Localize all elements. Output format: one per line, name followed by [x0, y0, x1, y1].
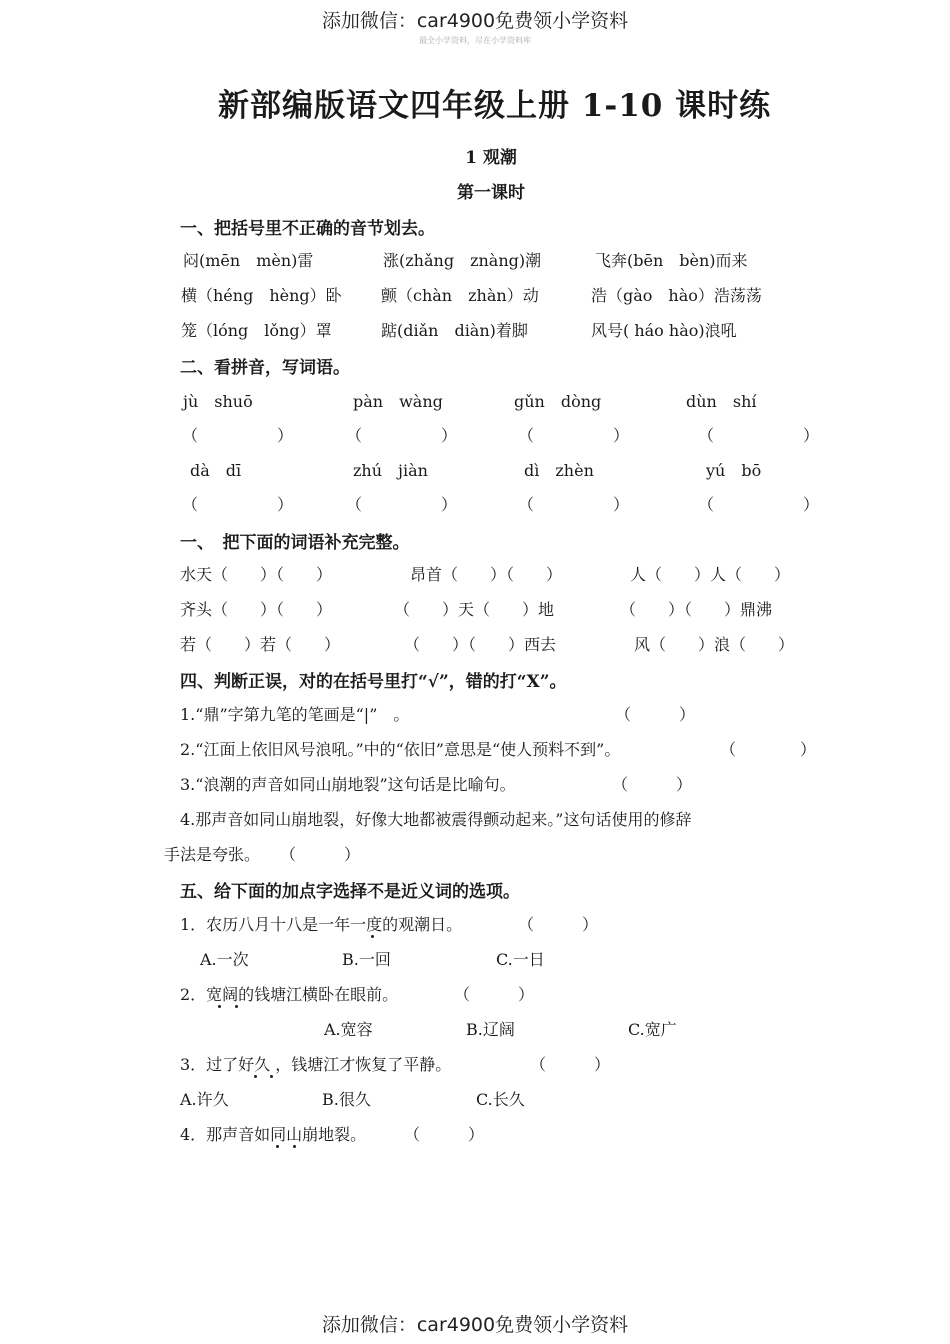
s1-item: 颤（chàn zhàn）动 [381, 286, 539, 305]
option[interactable]: B.一回 [342, 950, 391, 969]
s1-item: 飞奔(bēn bèn)而来 [595, 251, 748, 270]
answer-blank[interactable]: （ ） [182, 495, 297, 514]
choice-question-4: 4．那声音如同山崩地裂。 [180, 1125, 367, 1144]
pinyin: dà dī [190, 461, 242, 480]
pinyin: zhú jiàn [353, 461, 428, 480]
option[interactable]: A.一次 [200, 950, 249, 969]
emphasis-dot [270, 1075, 273, 1078]
s1-item: 风号( háo hào)浪吼 [591, 321, 737, 340]
section3-heading: 一、 把下面的词语补充完整。 [180, 533, 410, 553]
choice-question-3: 3．过了好久 ，钱塘江才恢复了平静。 [180, 1055, 452, 1074]
bottom-watermark-banner: 添加微信：car4900免费领小学资料 [321, 1314, 629, 1336]
judge-question-2: 2.“江面上依旧风号浪吼。”中的“依旧”意思是“使人预料不到”。 [180, 740, 621, 759]
option[interactable]: C.长久 [476, 1090, 525, 1109]
answer-blank[interactable]: （ ） [454, 985, 535, 1004]
option[interactable]: A.许久 [180, 1090, 229, 1109]
answer-blank[interactable]: （ ） [182, 426, 297, 445]
judge-question-3: 3.“浪潮的声音如同山崩地裂”这句话是比喻句。 [180, 775, 516, 794]
s3-item: 风（ ）浪（ ） [634, 635, 795, 654]
pinyin: gǔn dòng [514, 392, 602, 411]
section5-heading: 五、给下面的加点字选择不是近义词的选项。 [180, 882, 520, 902]
top-watermark-banner: 添加微信：car4900免费领小学资料 [321, 10, 629, 32]
s3-item: 齐头（ ）（ ） [180, 600, 333, 619]
answer-blank[interactable]: （ ） [518, 426, 633, 445]
period-title: 第一课时 [457, 183, 525, 203]
answer-blank[interactable]: （ ） [698, 495, 825, 514]
answer-blank[interactable]: （ ） [612, 775, 693, 794]
answer-blank[interactable]: （ ） [530, 1055, 611, 1074]
emphasis-dot [235, 1005, 238, 1008]
answer-blank[interactable]: （ ） [698, 426, 825, 445]
pinyin: dùn shí [686, 392, 757, 411]
pinyin: pàn wàng [353, 392, 443, 411]
s3-item: 人（ ）人（ ） [630, 565, 791, 584]
page-title: 新部编版语文四年级上册 1-10 课时练 [218, 88, 772, 124]
choice-question-1: 1．农历八月十八是一年一度的观潮日。 [180, 915, 463, 934]
section4-heading: 四、判断正误，对的在括号里打“√”，错的打“X”。 [180, 672, 567, 692]
s3-item: （ ）（ ）鼎沸 [620, 600, 773, 619]
faint-header-line: 最全小学资料，尽在小学资料库 [419, 36, 531, 45]
s1-item: 横（héng hèng）卧 [181, 286, 342, 305]
option[interactable]: C.一日 [496, 950, 545, 969]
answer-blank[interactable]: （ ） [346, 495, 461, 514]
s3-item: 昂首（ ）（ ） [410, 565, 563, 584]
answer-blank[interactable]: （ ） [615, 705, 696, 724]
section1-heading: 一、把括号里不正确的音节划去。 [180, 219, 435, 239]
option[interactable]: B.辽阔 [466, 1020, 515, 1039]
answer-blank[interactable]: （ ） [404, 1125, 485, 1144]
lesson-title: 1 观潮 [465, 148, 517, 168]
emphasis-dot [276, 1145, 279, 1148]
s3-item: （ ）天（ ）地 [394, 600, 555, 619]
answer-blank[interactable]: （ ） [518, 915, 599, 934]
choice-question-2: 2．宽阔的钱塘江横卧在眼前。 [180, 985, 399, 1004]
answer-blank[interactable]: （ ） [280, 845, 361, 864]
s1-item: 笼（lóng lǒng）罩 [181, 321, 332, 340]
emphasis-dot [254, 1075, 257, 1078]
s1-item: 闷(mēn mèn)雷 [183, 251, 314, 270]
s1-item: 浩（gào hào）浩荡荡 [591, 286, 762, 305]
pinyin: yú bō [706, 461, 762, 480]
judge-question-4-cont: 手法是夸张。 [164, 845, 261, 864]
pinyin: dì zhèn [524, 461, 594, 480]
answer-blank[interactable]: （ ） [720, 740, 821, 759]
answer-blank[interactable]: （ ） [346, 426, 461, 445]
s3-item: 若（ ）若（ ） [180, 635, 341, 654]
answer-blank[interactable]: （ ） [518, 495, 633, 514]
option[interactable]: B.很久 [322, 1090, 371, 1109]
option[interactable]: C.宽广 [628, 1020, 677, 1039]
judge-question-1: 1.“鼎”字第九笔的笔画是“|” 。 [180, 705, 410, 724]
emphasis-dot [371, 935, 374, 938]
pinyin: jù shuō [183, 392, 253, 411]
judge-question-4: 4.那声音如同山崩地裂，好像大地都被震得颤动起来。”这句话使用的修辞 [180, 810, 692, 829]
s3-item: 水天（ ）（ ） [180, 565, 333, 584]
s1-item: 踮(diǎn diàn)着脚 [381, 321, 528, 340]
emphasis-dot [293, 1145, 296, 1148]
option[interactable]: A.宽容 [324, 1020, 373, 1039]
s1-item: 涨(zhǎng znàng)潮 [383, 251, 542, 270]
section2-heading: 二、看拼音，写词语。 [180, 358, 350, 378]
s3-item: （ ）（ ）西去 [404, 635, 557, 654]
emphasis-dot [218, 1005, 221, 1008]
